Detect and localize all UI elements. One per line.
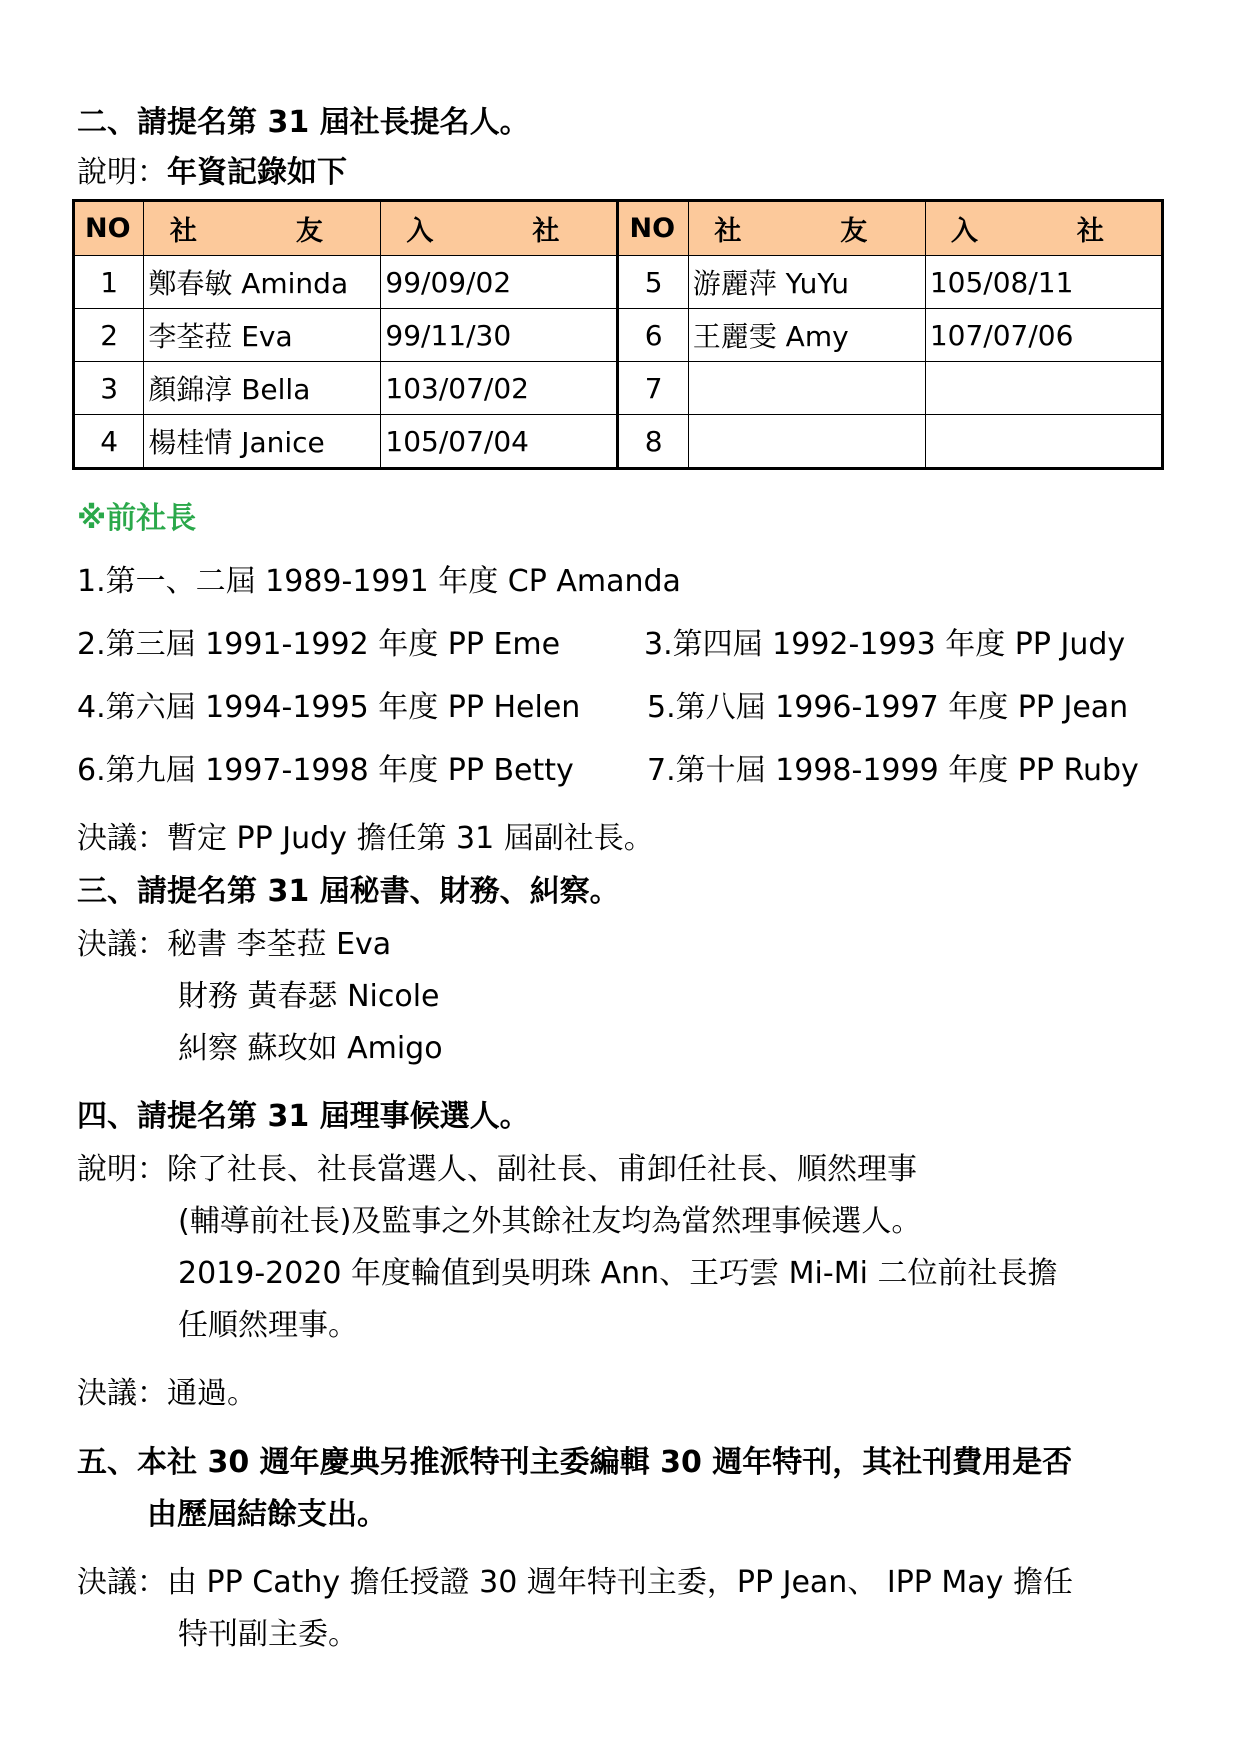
past-president-item: 6.第九屆 1997-1998 年度 PP Betty: [77, 753, 574, 788]
join-date: 107/07/06: [925, 309, 1162, 362]
section-2-note: [77, 155, 347, 190]
member-name: 游麗萍 YuYu: [688, 256, 925, 309]
join-date: 105/07/04: [381, 415, 618, 469]
past-presidents-heading: ※前社長: [77, 501, 197, 536]
section-5-title: 五、本社 30 週年慶典另推派特刊主委編輯 30 週年特刊，其社刊費用是否: [77, 1445, 1073, 1480]
section-4-title: 四、請提名第 31 屆理事候選人。: [77, 1099, 530, 1134]
table-row: [74, 256, 1163, 309]
join-date: 99/09/02: [381, 256, 618, 309]
member-name: 顏錦淳 Bella: [144, 362, 381, 415]
row-no: 5: [618, 256, 688, 309]
member-name: [688, 415, 925, 469]
section-5-resolution: 特刊副主委。: [178, 1617, 358, 1652]
past-president-item: 4.第六屆 1994-1995 年度 PP Helen: [77, 690, 581, 725]
member-name: [688, 362, 925, 415]
section-2-title: 二、請提名第 31 屆社長提名人。: [77, 105, 530, 140]
col-header-member: 社 友: [144, 201, 381, 256]
past-president-item: 1.第一、二屆 1989-1991 年度 CP Amanda: [77, 564, 681, 599]
member-name: 李荃菈 Eva: [144, 309, 381, 362]
seniority-table: [72, 199, 1164, 470]
row-no: 3: [74, 362, 144, 415]
section-4-note: 任順然理事。: [178, 1308, 358, 1343]
join-date: 103/07/02: [381, 362, 618, 415]
row-no: 7: [618, 362, 688, 415]
past-president-item: 5.第八屆 1996-1997 年度 PP Jean: [647, 690, 1129, 725]
past-president-item: 2.第三屆 1991-1992 年度 PP Eme: [77, 627, 561, 662]
section-5-resolution: 決議：由 PP Cathy 擔任授證 30 週年特刊主委，PP Jean、 IPP May 擔任: [77, 1565, 1073, 1600]
col-header-join-date: 入 社: [381, 201, 618, 256]
member-name: 鄭春敏 Aminda: [144, 256, 381, 309]
col-header-no: NO: [74, 201, 144, 256]
row-no: 2: [74, 309, 144, 362]
section-4-resolution: 決議：通過。: [77, 1376, 257, 1411]
note-bold: 年資記錄如下: [167, 155, 347, 190]
row-no: 6: [618, 309, 688, 362]
section-4-note: 2019-2020 年度輪值到吳明珠 Ann、王巧雲 Mi-Mi 二位前社長擔: [178, 1256, 1058, 1291]
past-president-item: 3.第四屆 1992-1993 年度 PP Judy: [644, 627, 1126, 662]
table-row: [74, 415, 1163, 469]
member-name: 楊桂情 Janice: [144, 415, 381, 469]
table-header-row: [74, 201, 1163, 256]
join-date: [925, 362, 1162, 415]
section-5-title: 由歷屆結餘支出。: [147, 1497, 387, 1532]
row-no: 4: [74, 415, 144, 469]
resolution-secretary: 決議：秘書 李荃菈 Eva: [77, 927, 392, 962]
section-4-note: 說明：除了社長、社長當選人、副社長、甫卸任社長、順然理事: [77, 1152, 917, 1187]
section-4-note: (輔導前社長)及監事之外其餘社友均為當然理事候選人。: [178, 1204, 922, 1239]
member-name: 王麗雯 Amy: [688, 309, 925, 362]
join-date: 105/08/11: [925, 256, 1162, 309]
note-prefix: 說明：: [77, 155, 167, 190]
table-row: [74, 309, 1163, 362]
resolution-sergeant: 糾察 蘇玫如 Amigo: [178, 1031, 443, 1066]
join-date: 99/11/30: [381, 309, 618, 362]
col-header-member: 社 友: [688, 201, 925, 256]
resolution-treasurer: 財務 黃春瑟 Nicole: [178, 979, 440, 1014]
col-header-join-date: 入 社: [925, 201, 1162, 256]
table-row: [74, 362, 1163, 415]
resolution-vice-president: 決議：暫定 PP Judy 擔任第 31 屆副社長。: [77, 821, 654, 856]
join-date: [925, 415, 1162, 469]
past-president-item: 7.第十屆 1998-1999 年度 PP Ruby: [647, 753, 1139, 788]
row-no: 8: [618, 415, 688, 469]
section-3-title: 三、請提名第 31 屆秘書、財務、糾察。: [77, 874, 620, 909]
row-no: 1: [74, 256, 144, 309]
col-header-no: NO: [618, 201, 688, 256]
